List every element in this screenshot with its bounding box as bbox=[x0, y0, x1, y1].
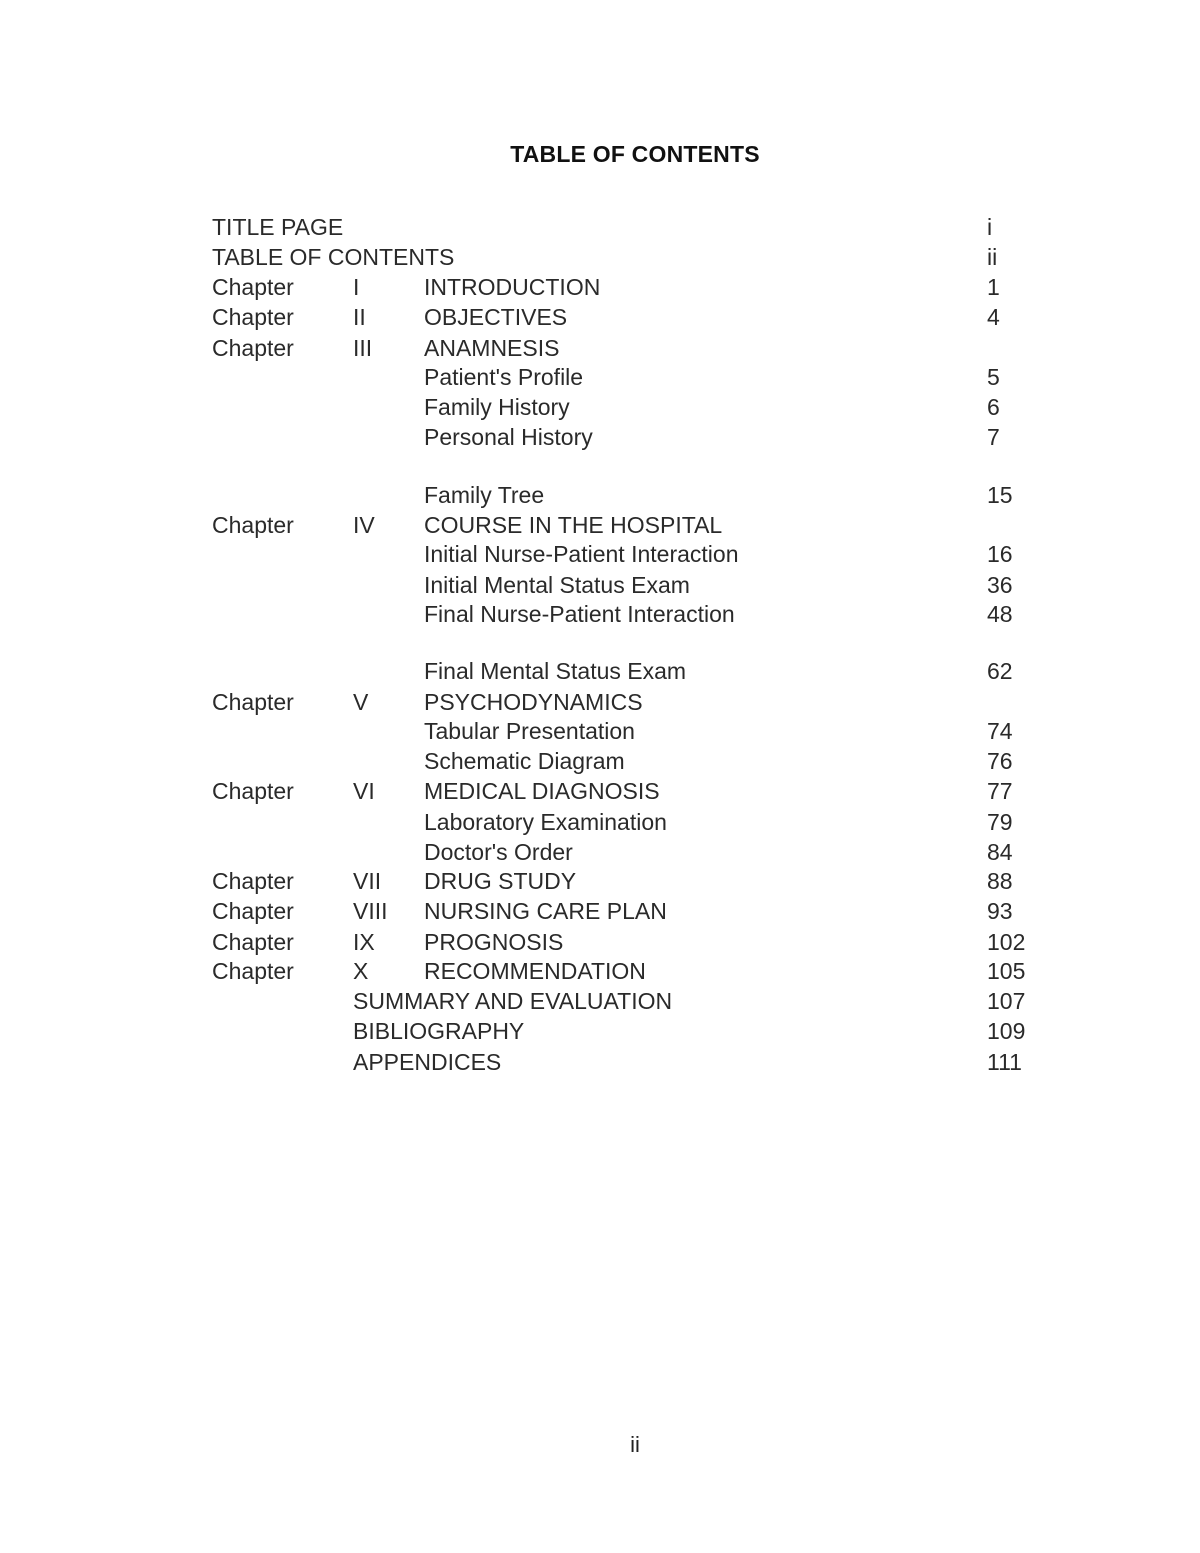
toc-entry-page: 76 bbox=[987, 748, 1013, 774]
toc-entry-subsection[interactable] bbox=[0, 837, 1200, 867]
toc-entry-numeral: IV bbox=[353, 512, 375, 538]
toc-entry-page: 79 bbox=[987, 809, 1013, 835]
toc-entry-title: PROGNOSIS bbox=[424, 929, 564, 955]
toc-entry-title: Laboratory Examination bbox=[424, 809, 667, 835]
toc-entry-chapter-2[interactable] bbox=[0, 302, 1200, 332]
toc-entry-chapter-7[interactable] bbox=[0, 866, 1200, 896]
toc-entry-page: 5 bbox=[987, 364, 1000, 390]
toc-entry-page: 105 bbox=[987, 958, 1026, 984]
toc-entry-page: 62 bbox=[987, 658, 1013, 684]
toc-entry-title: RECOMMENDATION bbox=[424, 958, 646, 984]
toc-entry-title: Family Tree bbox=[424, 482, 545, 508]
toc-entry-numeral: X bbox=[353, 958, 369, 984]
toc-entry-page: 93 bbox=[987, 898, 1013, 924]
toc-entry-subsection[interactable] bbox=[0, 362, 1200, 392]
toc-entry-page: 109 bbox=[987, 1018, 1026, 1044]
toc-entry-chapter-8[interactable] bbox=[0, 896, 1200, 926]
toc-entry-chapter-6[interactable] bbox=[0, 776, 1200, 806]
toc-entry-title: Doctor's Order bbox=[424, 839, 573, 865]
toc-entry-page: 36 bbox=[987, 572, 1013, 598]
toc-entry-page: 107 bbox=[987, 988, 1026, 1014]
toc-entry-numeral: VIII bbox=[353, 898, 388, 924]
page-title: TABLE OF CONTENTS bbox=[510, 141, 760, 167]
toc-entry-title: TITLE PAGE bbox=[212, 214, 344, 240]
toc-entry-page: 7 bbox=[987, 424, 1000, 450]
toc-entry-title: Final Mental Status Exam bbox=[424, 658, 687, 684]
toc-entry-subsection[interactable] bbox=[0, 539, 1200, 569]
toc-entry-subsection[interactable] bbox=[0, 716, 1200, 746]
toc-entry-title: PSYCHODYNAMICS bbox=[424, 689, 643, 715]
toc-entry-chapter-label: Chapter bbox=[212, 958, 294, 984]
toc-entry-title: Initial Mental Status Exam bbox=[424, 572, 690, 598]
toc-entry-title: INTRODUCTION bbox=[424, 274, 601, 300]
toc-entry-page: 88 bbox=[987, 868, 1013, 894]
toc-entry-page: 77 bbox=[987, 778, 1013, 804]
toc-entry-subsection[interactable] bbox=[0, 422, 1200, 452]
toc-entry-table-of-contents[interactable] bbox=[0, 242, 1200, 272]
toc-entry-numeral: I bbox=[353, 274, 360, 300]
toc-entry-title: DRUG STUDY bbox=[424, 868, 577, 894]
toc-entry-page: 15 bbox=[987, 482, 1013, 508]
toc-entry-chapter-label: Chapter bbox=[212, 335, 294, 361]
toc-entry-page: 102 bbox=[987, 929, 1026, 955]
toc-entry-chapter-label: Chapter bbox=[212, 898, 294, 924]
toc-entry-numeral: II bbox=[353, 304, 366, 330]
toc-entry-chapter-label: Chapter bbox=[212, 929, 294, 955]
page-number: ii bbox=[630, 1432, 640, 1457]
toc-entry-page: i bbox=[987, 214, 993, 240]
toc-entry-title: TABLE OF CONTENTS bbox=[212, 244, 455, 270]
toc-entry-summary[interactable] bbox=[0, 986, 1200, 1016]
toc-entry-subsection[interactable] bbox=[0, 392, 1200, 422]
toc-entry-title: Schematic Diagram bbox=[424, 748, 625, 774]
toc-entry-numeral: VII bbox=[353, 868, 382, 894]
toc-entry-title: SUMMARY AND EVALUATION bbox=[353, 988, 673, 1014]
toc-entry-page: 48 bbox=[987, 601, 1013, 627]
toc-entry-chapter-4[interactable] bbox=[0, 510, 1200, 540]
toc-entry-title: MEDICAL DIAGNOSIS bbox=[424, 778, 660, 804]
toc-entry-title-page[interactable] bbox=[0, 212, 1200, 242]
toc-entry-chapter-label: Chapter bbox=[212, 304, 294, 330]
toc-entry-title: APPENDICES bbox=[353, 1049, 502, 1075]
toc-entry-chapter-5[interactable] bbox=[0, 687, 1200, 717]
toc-entry-subsection[interactable] bbox=[0, 599, 1200, 629]
toc-entry-page: 74 bbox=[987, 718, 1013, 744]
toc-entry-page: 84 bbox=[987, 839, 1013, 865]
toc-entry-numeral: V bbox=[353, 689, 369, 715]
toc-entry-subsection[interactable] bbox=[0, 570, 1200, 600]
toc-entry-chapter-1[interactable] bbox=[0, 272, 1200, 302]
toc-entry-page: ii bbox=[987, 244, 998, 270]
toc-entry-subsection[interactable] bbox=[0, 480, 1200, 510]
toc-entry-chapter-label: Chapter bbox=[212, 778, 294, 804]
toc-entry-chapter-label: Chapter bbox=[212, 512, 294, 538]
toc-entry-title: Final Nurse-Patient Interaction bbox=[424, 601, 735, 627]
toc-entry-bibliography[interactable] bbox=[0, 1016, 1200, 1046]
toc-entry-subsection[interactable] bbox=[0, 807, 1200, 837]
toc-entry-chapter-label: Chapter bbox=[212, 868, 294, 894]
toc-entry-subsection[interactable] bbox=[0, 656, 1200, 686]
toc-entry-title: Personal History bbox=[424, 424, 593, 450]
toc-entry-chapter-10[interactable] bbox=[0, 956, 1200, 986]
toc-entry-subsection[interactable] bbox=[0, 746, 1200, 776]
toc-entry-page: 16 bbox=[987, 541, 1013, 567]
toc-entry-numeral: III bbox=[353, 335, 373, 361]
toc-entry-title: ANAMNESIS bbox=[424, 335, 560, 361]
toc-entry-chapter-label: Chapter bbox=[212, 274, 294, 300]
toc-entry-title: Family History bbox=[424, 394, 570, 420]
toc-entry-page: 6 bbox=[987, 394, 1000, 420]
toc-entry-chapter-9[interactable] bbox=[0, 927, 1200, 957]
toc-entry-page: 4 bbox=[987, 304, 1000, 330]
toc-entry-chapter-label: Chapter bbox=[212, 689, 294, 715]
toc-entry-chapter-3[interactable] bbox=[0, 333, 1200, 363]
toc-entry-title: Tabular Presentation bbox=[424, 718, 635, 744]
toc-entry-title: BIBLIOGRAPHY bbox=[353, 1018, 525, 1044]
toc-entry-title: OBJECTIVES bbox=[424, 304, 568, 330]
toc-entry-title: NURSING CARE PLAN bbox=[424, 898, 667, 924]
toc-entry-page: 1 bbox=[987, 274, 1000, 300]
toc-entry-page: 111 bbox=[987, 1049, 1022, 1075]
toc-entry-title: COURSE IN THE HOSPITAL bbox=[424, 512, 723, 538]
toc-entry-title: Initial Nurse-Patient Interaction bbox=[424, 541, 739, 567]
toc-entry-appendices[interactable] bbox=[0, 1047, 1200, 1077]
toc-entry-title: Patient's Profile bbox=[424, 364, 584, 390]
toc-entry-numeral: VI bbox=[353, 778, 375, 804]
toc-entry-numeral: IX bbox=[353, 929, 375, 955]
